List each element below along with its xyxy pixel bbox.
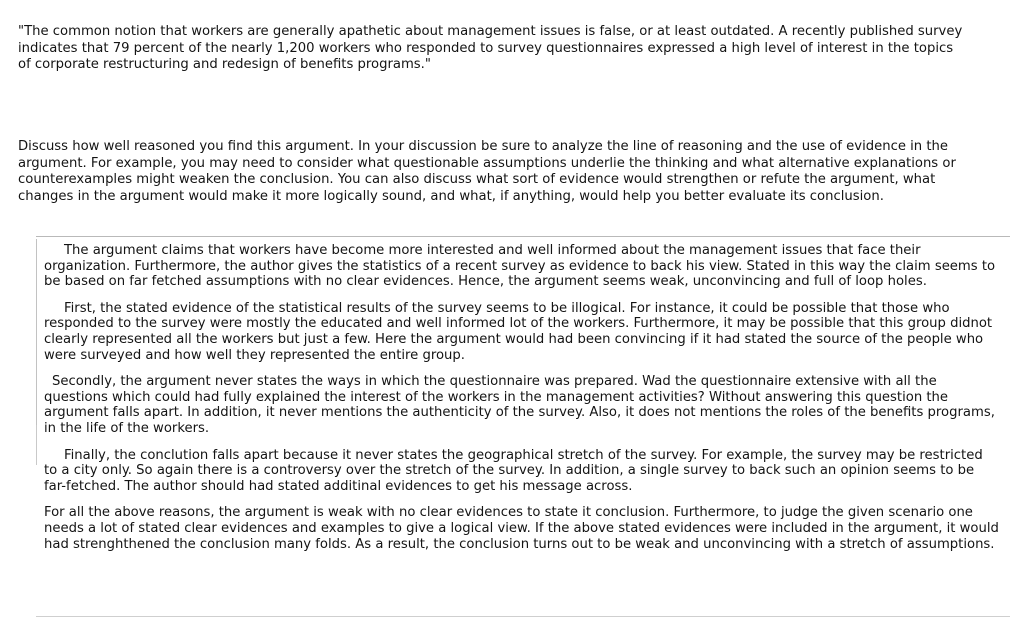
- essay-response-box[interactable]: [36, 236, 1010, 617]
- essay-paragraph: Secondly, the argument never states the ways in which the questionnaire was prepared. Wad the questionnaire extensive with all the questions which could had fully explained the interest of the workers in the management activities? Without answering this question the argument falls apart. In addition, it never mentions the authenticity of the survey. Also, it does not mentions the roles of the benefits programs, in the life of the workers.: [44, 374, 1000, 436]
- prompt-topic-text: "The common notion that workers are generally apathetic about management issues is false, or at least outdated. A recently published survey indicates that 79 percent of the nearly 1,200 workers who responded to survey questionnaires expressed a high level of interest in the topics of corporate restructuring and redesign of benefits programs.": [18, 24, 967, 73]
- essay-paragraph: Finally, the conclution falls apart because it never states the geographical stretch of the survey. For example, the survey may be restricted to a city only. So again there is a controversy over the stretch of the survey. In addition, a single survey to back such an opinion seems to be far-fetched. The author should had stated additinal evidences to get his message across.: [44, 447, 987, 494]
- essay-box-left-rule-lower: [36, 425, 37, 465]
- essay-paragraph: For all the above reasons, the argument is weak with no clear evidences to state it conclusion. Furthermore, to judge the given scenario one needs a lot of stated clear evidences and examples to give a logical view. If the above stated evidences were included in the argument, it would had strenghthened the conclusion many folds. As a result, the conclusion turns out to be weak and unconvincing with a stretch of assumptions.: [44, 505, 1004, 552]
- essay-box-left-rule: [36, 239, 37, 443]
- essay-paragraph: First, the stated evidence of the statistical results of the survey seems to be illogical. For instance, it could be possible that those who responded to the survey were mostly the educated and well informed lot of the workers. Furthermore, it may be possible that this group didnot clearly represented all the workers but just a few. Here the argument would had been convincing if it had stated the source of the people who were surveyed and how well they represented the entire group.: [44, 300, 997, 363]
- essay-paragraph: The argument claims that workers have become more interested and well informed about the management issues that face their organization. Furthermore, the author gives the statistics of a recent survey as evidence to back his view. Stated in this way the claim seems to be based on far fetched assumptions with no clear evidences. Hence, the argument seems weak, unconvincing and full of loop holes.: [44, 243, 1000, 290]
- essay-response-content: [36, 237, 1010, 552]
- prompt-instructions-text: Discuss how well reasoned you find this argument. In your discussion be sure to analyze the line of reasoning and the use of evidence in the argument. For example, you may need to consider what questionable assumptions underlie the thinking and what alternative explanations or counterexamples might weaken the conclusion. You can also discuss what sort of evidence would strengthen or refute the argument, what changes in the argument would make it more logically sound, and what, if anything, would help you better evaluate its conclusion.: [18, 139, 961, 204]
